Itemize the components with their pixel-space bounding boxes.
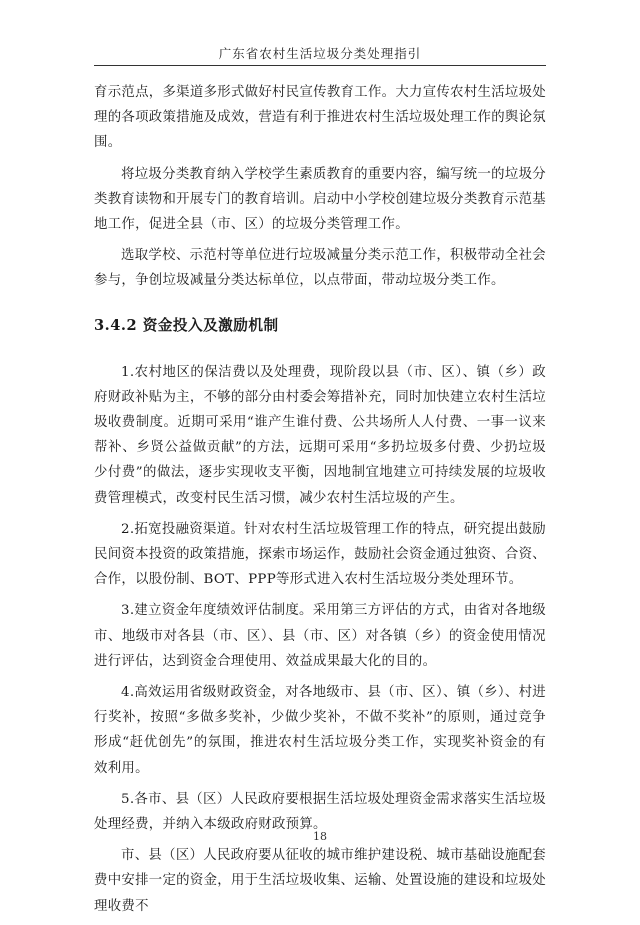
header-divider [94,65,546,66]
body-paragraph: 将垃圾分类教育纳入学校学生素质教育的重要内容，编写统一的垃圾分类教育读物和开展专门的教育培训。启动中小学校创建垃圾分类教育示范基地工作，促进全县（市、区）的垃圾分类管理工作。 [94,166,546,233]
body-paragraph: 选取学校、示范村等单位进行垃圾减量分类示范工作，积极带动全社会参与，争创垃圾减量分类达标单位，以点带面，带动垃圾分类工作。 [94,248,546,289]
section-heading: 3.4.2 资金投入及激励机制 [94,316,279,334]
page-number: 18 [313,830,327,843]
page-body [94,80,546,925]
body-paragraph: 育示范点，多渠道多形式做好村民宣传教育工作。大力宣传农村生活垃圾处理的各项政策措施及成效，营造有利于推进农村生活垃圾处理工作的舆论氛围。 [94,85,546,151]
body-paragraph: 市、县（区）人民政府要从征收的城市维护建设税、城市基础设施配套费中安排一定的资金，用于生活垃圾收集、运输、处置设施的建设和垃圾处理收费不 [94,848,546,914]
body-paragraph: 1.农村地区的保洁费以及处理费，现阶段以县（市、区）、镇（乡）政府财政补贴为主，不够的部分由村委会筹措补充，同时加快建立农村生活垃圾收费制度。近期可采用“谁产生谁付费、公共场所人人付费、一事一议来帮补、乡贤公益做贡献”的方法，远期可采用“多扔垃圾多付费、少扔垃圾少付费”的做法，逐步实现收支平衡，因地制宜地建立可持续发展的垃圾收费管理模式，改变村民生活习惯，减少农村生活垃圾的产生。 [94,364,546,506]
body-paragraph: 4.高效运用省级财政资金，对各地级市、县（市、区）、镇（乡）、村进行奖补，按照“多做多奖补，少做少奖补，不做不奖补”的原则，通过竞争形成“赶优创先”的氛围，推进农村生活垃圾分类工作，实现奖补资金的有效利用。 [94,685,546,776]
body-paragraph: 2.拓宽投融资渠道。针对农村生活垃圾管理工作的特点，研究提出鼓励民间资本投资的政策措施，探索市场运作，鼓励社会资金通过独资、合资、合作，以股份制、BOT、PPP等形式进入农村生活垃圾分类处理环节。 [94,521,546,588]
body-paragraph: 3.建立资金年度绩效评估制度。采用第三方评估的方式，由省对各地级市、地级市对各县（市、区）、县（市、区）对各镇（乡）的资金使用情况进行评估，达到资金合理使用、效益成果最大化的目的。 [94,603,546,669]
running-header: 广东省农村生活垃圾分类处理指引 [218,46,422,61]
body-paragraph: 5.各市、县（区）人民政府要根据生活垃圾处理资金需求落实生活垃圾处理经费，并纳入本级政府财政预算。 [94,791,546,833]
